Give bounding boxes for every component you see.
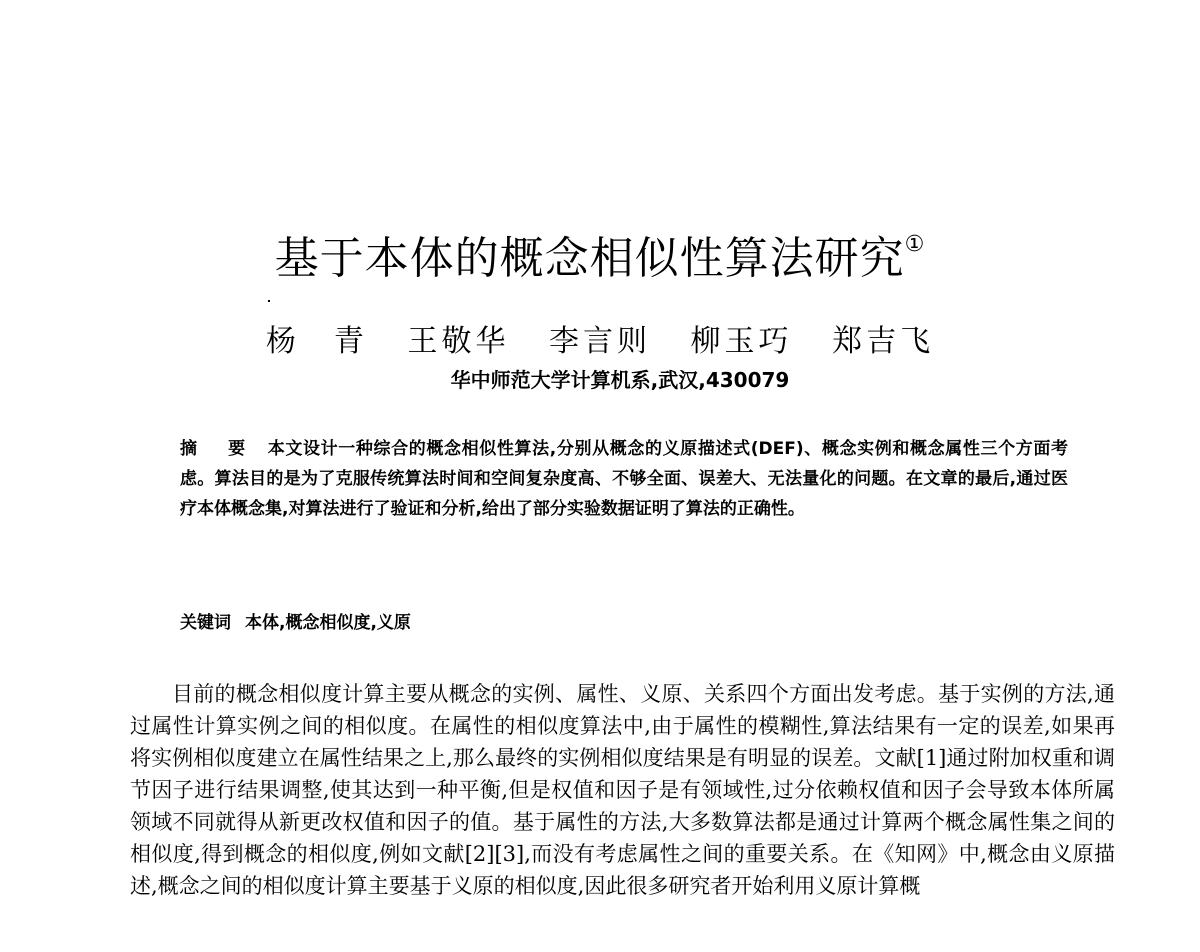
- scan-speck: [268, 300, 270, 302]
- keywords: [180, 608, 411, 633]
- abstract-text: 本文设计一种综合的概念相似性算法,分别从概念的义原描述式(DEF)、概念实例和概念属性三个方面考虑。算法目的是为了克服传统算法时间和空间复杂度高、不够全面、误差大、无法量化的问题。在文章的最后,通过医疗本体概念集,对算法进行了验证和分析,给出了部分实验数据证明了算法的正确性。: [180, 439, 1068, 519]
- paper-title: [0, 222, 1200, 286]
- author: 郑吉飞: [832, 324, 935, 359]
- author-list: [0, 316, 1200, 360]
- abstract: [180, 434, 1068, 524]
- title-text: 基于本体的概念相似性算法研究: [274, 233, 905, 284]
- author: 杨 青: [265, 324, 368, 359]
- keywords-text: 本体,概念相似度,义原: [245, 613, 411, 633]
- author: 王敬华: [407, 324, 510, 359]
- keywords-label: 关键词: [180, 613, 231, 633]
- body-paragraph: 目前的概念相似度计算主要从概念的实例、属性、义原、关系四个方面出发考虑。基于实例的方法,通过属性计算实例之间的相似度。在属性的相似度算法中,由于属性的模糊性,算法结果有一定的误差,如果再将实例相似度建立在属性结果之上,那么最终的实例相似度结果是有明显的误差。文献[1]通过附加权重和调节因子进行结果调整,使其达到一种平衡,但是权值和因子是有领域性,过分依赖权值和因子会导致本体所属领域不同就得从新更改权值和因子的值。基于属性的方法,大多数算法都是通过计算两个概念属性集之间的相似度,得到概念的相似度,例如文献[2][3],而没有考虑属性之间的重要关系。在《知网》中,概念由义原描述,概念之间的相似度计算主要基于义原的相似度,因此很多研究者开始利用义原计算概: [130, 682, 1115, 898]
- title-footnote-mark: ①: [904, 232, 926, 258]
- body-text: [130, 678, 1115, 902]
- author: 柳玉巧: [690, 324, 793, 359]
- abstract-label: 摘 要: [180, 439, 258, 459]
- affiliation: 华中师范大学计算机系,武汉,430079: [450, 368, 790, 392]
- author: 李言则: [549, 324, 651, 359]
